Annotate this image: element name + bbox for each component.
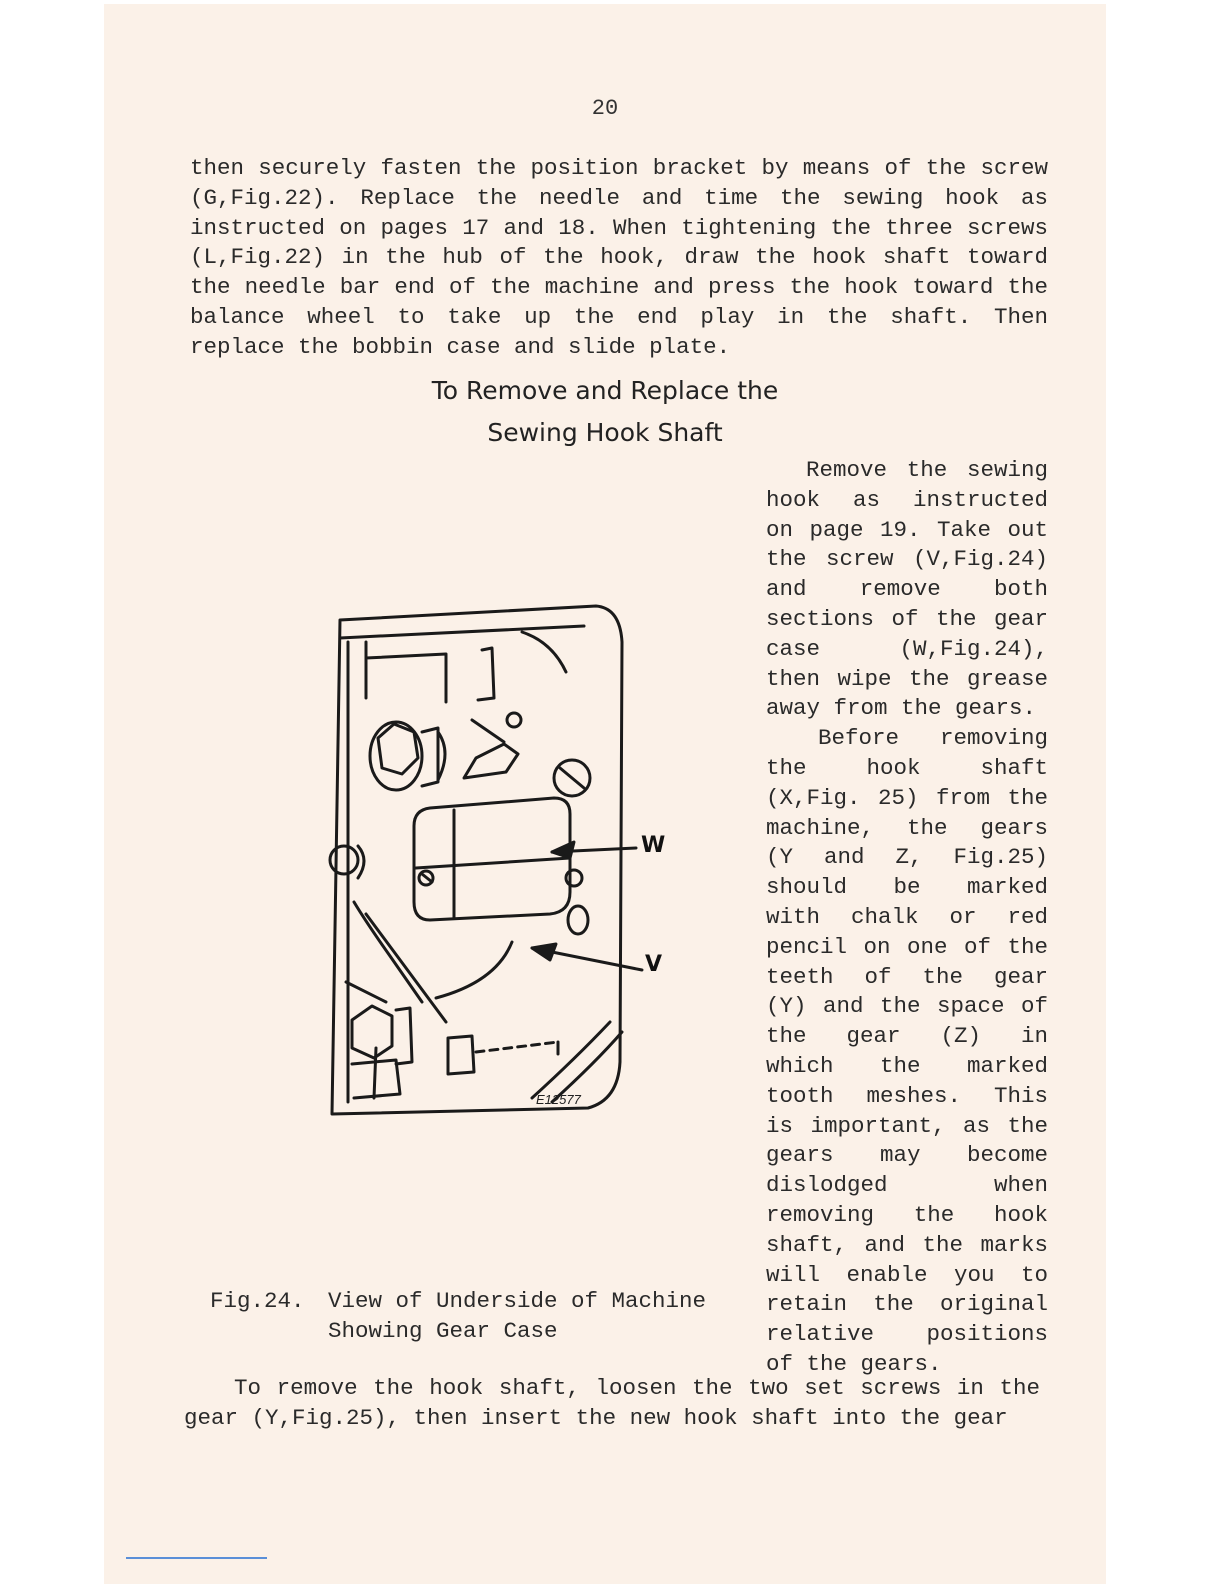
section-heading — [104, 370, 1106, 454]
heading-line-1: To Remove and Replace the — [431, 376, 779, 405]
paragraph-right-1: Remove the sewing hook as instructed on page 19. Take out the screw (V,Fig.24) and remove both sections of the gear case (W,Fig.24), then wipe the grease away from the gears. — [766, 457, 1048, 722]
page-number: 20 — [591, 96, 619, 121]
paragraph-right-2: Before removing the hook shaft (X,Fig. 25) from the machine, the gears (Y and Z, Fig.25) should be marked with chalk or red pencil on one of the teeth of the gear (Y) and the space of the gear (Z) in which the marked tooth meshes. This is important, as the gears may become dislodged when removing the hook shaft, and the marks will enable you to retain the original relative positions of the gears. — [766, 725, 1048, 1377]
selection-underline — [126, 1557, 267, 1559]
document-page — [104, 4, 1106, 1584]
caption-text: View of Underside of Machine Showing Gear Case — [328, 1288, 707, 1344]
callout-label-w: W — [641, 833, 666, 858]
figure-24-gear-case-illustration — [326, 602, 666, 1122]
figure-id-label: E12577 — [536, 1092, 581, 1107]
paragraph-top: then securely fasten the position bracket by means of the screw (G,Fig.22). Replace the needle and time the sewing hook as instructed on pages 17 and 18. When tightening the three screws (L,Fig.22) in the hub of the hook, draw the hook shaft toward the needle bar end of the machine and press the hook toward the balance wheel to take up the end play in the shaft. Then replace the bobbin case and slide plate. — [190, 155, 1048, 360]
heading-line-2: Sewing Hook Shaft — [487, 418, 723, 447]
caption-number: Fig.24. — [210, 1288, 305, 1314]
callout-label-v: V — [645, 952, 663, 977]
right-column-text — [766, 456, 1048, 1380]
paragraph-bottom: To remove the hook shaft, loosen the two set screws in the gear (Y,Fig.25), then insert the new hook shaft into the gear — [184, 1375, 1040, 1431]
housing-outline — [332, 606, 622, 1114]
